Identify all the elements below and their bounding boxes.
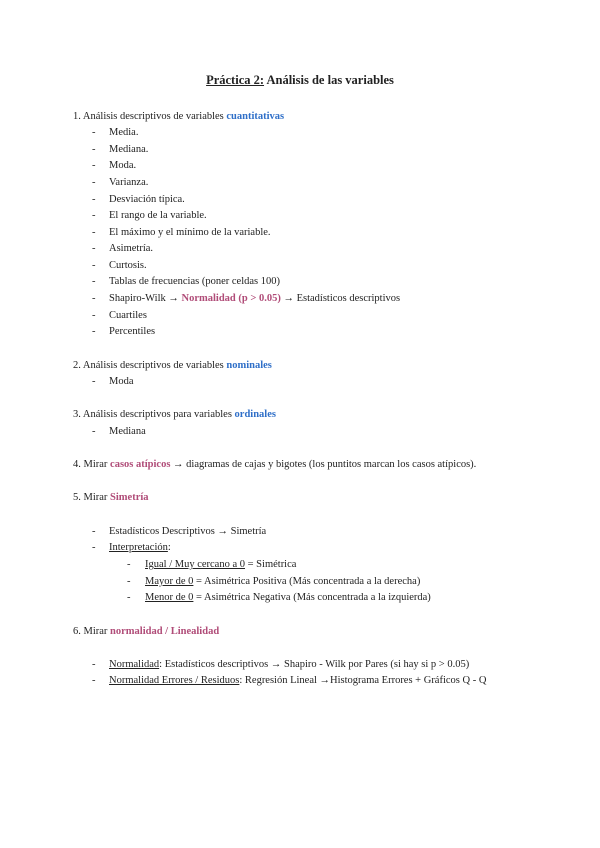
section-1-prefix: 1. Análisis descriptivos de variables <box>73 111 227 122</box>
page-title <box>0 73 600 88</box>
section-5-heading: 5. Mirar Simetría <box>73 492 149 503</box>
section-2-heading: 2. Análisis descriptivos de variables nominales <box>73 360 272 371</box>
section-1-highlight: cuantitativas <box>226 111 285 122</box>
section-4-heading: 4. Mirar casos atípicos → diagramas de cajas y bigotes (los puntitos marcan los casos atípicos). <box>73 459 477 470</box>
section-6-heading: 6. Mirar normalidad / Linealidad <box>73 626 220 637</box>
section-3-heading: 3. Análisis descriptivos para variables ordinales <box>73 409 276 420</box>
section-1-heading <box>73 111 284 122</box>
title-rest: Análisis de las variables <box>264 73 394 87</box>
title-underlined: Práctica 2: <box>206 73 265 87</box>
